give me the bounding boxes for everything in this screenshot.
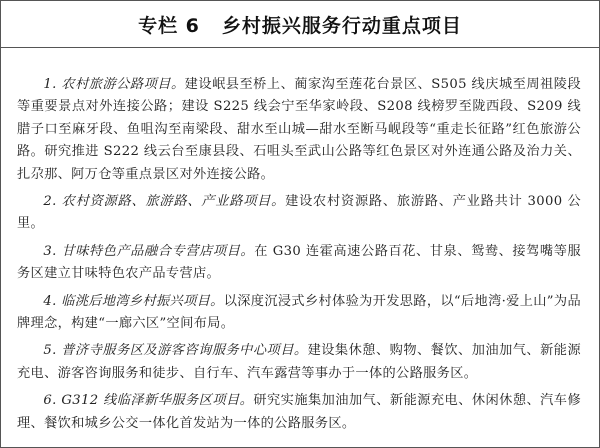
project-description: 研究实施集加油加气、新能源充电、休闲休憩、汽车修理、餐饮和城乡公交一体化首发站为一体的公路服务区。 xyxy=(17,393,581,431)
project-heading: 4. 临洮后地湾乡村振兴项目。 xyxy=(43,293,224,309)
column-label: 专栏 6 xyxy=(138,14,200,37)
column-title: 乡村振兴服务行动重点项目 xyxy=(221,14,462,37)
project-heading: 1. 农村旅游公路项目。 xyxy=(43,77,185,92)
project-description: 建设集休憩、购物、餐饮、加油加气、新能源充电、游客咨询服务和徒步、自行车、汽车露营等事办于一体的公路服务区。 xyxy=(17,343,582,381)
project-description: 在 G30 连霍高速公路百花、甘泉、鸳鸯、接驾嘴等服务区建立甘味特色农产品专营店。 xyxy=(17,243,582,282)
project-item xyxy=(17,241,581,286)
project-heading: 6. G312 线临泽新华服务区项目。 xyxy=(43,393,254,409)
project-item xyxy=(17,340,581,385)
project-description: 建设农村资源路、旅游路、产业路共计 3000 公里。 xyxy=(17,194,581,232)
feature-box-title xyxy=(138,11,462,38)
project-item xyxy=(17,74,581,186)
project-item xyxy=(17,291,581,336)
project-heading: 5. 普济寺服务区及游客咨询服务中心项目。 xyxy=(43,343,308,359)
project-item xyxy=(17,191,581,236)
project-heading: 3. 甘味特色产品融合专营店项目。 xyxy=(43,243,255,259)
feature-box-header xyxy=(1,1,599,48)
project-description: 建设岷县至桥上、蔺家沟至莲花台景区、S505 线庆城至周祖陵段等重要景点对外连接公路；建设 S225 线会宁至华家岭段、S208 线榜罗至陇西段、S209 线腊子口至麻牙段、鱼咀沟至南梁段、甜水至山城—甜水至断马岘段等“重走长征路”红色旅游公路。研究推进 S222 线云台至康县段、石咀头至武山公路等红色景区对外连通公路及治力关、扎尕那、阿万仓等重点景区对外连接公路。 xyxy=(17,77,581,182)
project-heading: 2. 农村资源路、旅游路、产业路项目。 xyxy=(43,194,286,210)
project-description: 以深度沉浸式乡村体验为开发思路，以“后地湾·爱上山”为品牌理念，构建“一廊六区”空间布局。 xyxy=(17,293,581,332)
project-item xyxy=(17,390,581,435)
feature-box-content xyxy=(1,48,599,435)
